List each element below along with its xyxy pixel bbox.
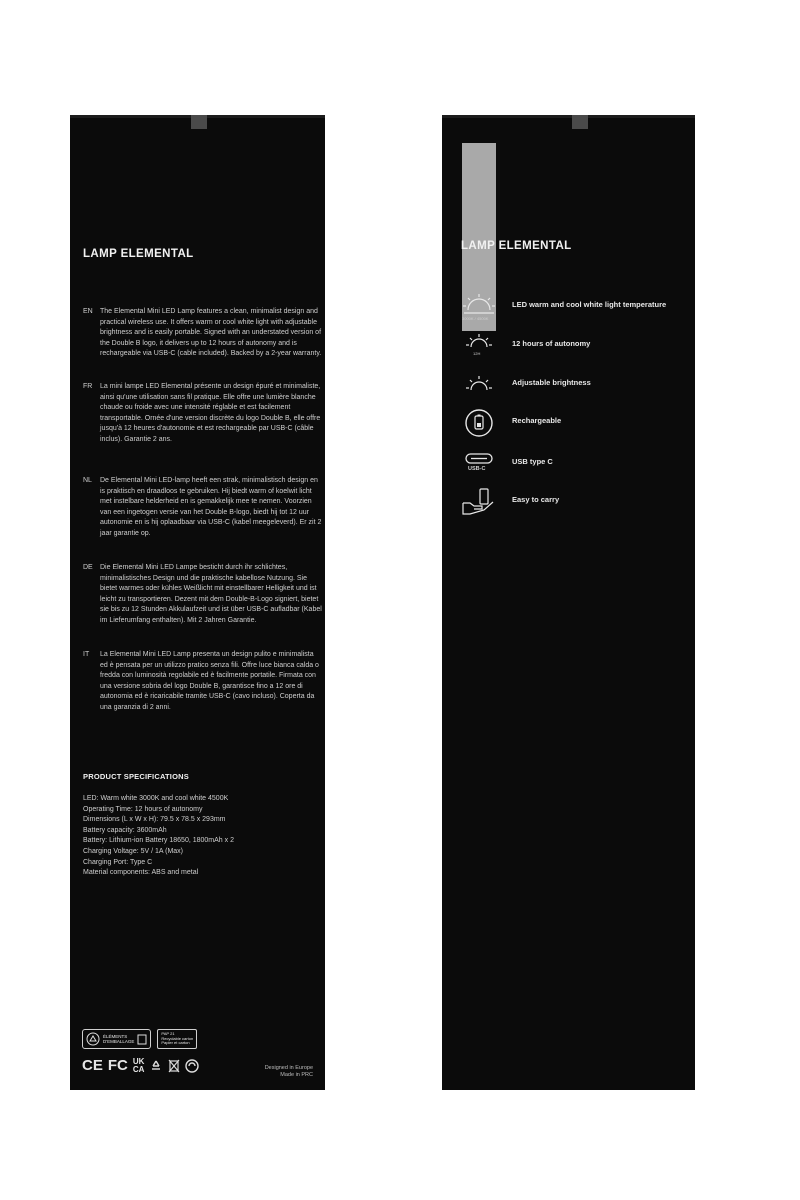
- triman-badge: [82, 1029, 151, 1049]
- ce-mark: CE: [82, 1057, 103, 1074]
- left-box-panel: [70, 115, 325, 1090]
- origin-text: [265, 1065, 313, 1079]
- spec-line: Charging Voltage: 5V / 1A (Max): [83, 847, 183, 855]
- paper-badge: [157, 1029, 197, 1049]
- feature-label: Adjustable brightness: [512, 378, 591, 387]
- box-title: LAMP ELEMENTAL: [83, 248, 194, 260]
- spec-line: Material components: ABS and metal: [83, 869, 199, 877]
- badge-text: ÉLÉMENTS: [103, 1034, 128, 1039]
- lang-text: La mini lampe LED Elemental présente un design épuré et minimaliste, ainsi qu'une utilisation sans fil pratique. Elle offre une lumière blanche chaude ou froide avec une intensité réglable et est facilement transportable. Ornée d'une version discrète du logo Double B, elle offre jusqu'à 12 heures d'autonomie et est rechargeable par USB-C (câble inclus). Garantie 2 ans.: [100, 383, 321, 443]
- icon-caption: 3000K / 4500K: [462, 316, 489, 321]
- hand-carry-icon: [460, 487, 498, 517]
- icon-caption: 12H: [473, 351, 481, 356]
- spec-line: LED: Warm white 3000K and cool white 4500K: [83, 795, 229, 802]
- top-edge: [442, 115, 695, 118]
- lang-code: FR: [83, 383, 93, 390]
- specs-list: [83, 794, 234, 879]
- right-box-panel: [442, 115, 695, 1090]
- badge-text: D'EMBALLAGE: [103, 1039, 135, 1044]
- ukca-top: UK: [132, 1056, 145, 1066]
- feature-row: [460, 370, 690, 400]
- spec-line: Battery: Lithium-ion Battery 18650, 1800mAh x 2: [83, 837, 234, 845]
- crossed-bin-icon: [168, 1058, 180, 1074]
- box-icon: [137, 1033, 147, 1045]
- top-tab: [191, 115, 207, 129]
- badge-text: Recyclable carton: [161, 1035, 194, 1041]
- recycle-icon: [149, 1059, 163, 1073]
- made-in: Made in PRC: [280, 1072, 313, 1078]
- sun-12h-icon: [460, 331, 498, 361]
- feature-row: [460, 487, 690, 517]
- usb-c-icon: [460, 449, 498, 479]
- lang-text: De Elemental Mini LED-lamp heeft een strak, minimalistisch design en is praktisch en draadloos te gebruiken. Hij biedt warm of koelwit licht met instelbare helderheid en is gemakkelijk mee te nemen. Voorzien van een ingetogen versie van het Double B-logo, biedt hij tot 12 uur autonomie en is hij oplaadbaar via USB-C (kabel meegeleverd). Er zit 2 jaar garantie op.: [100, 477, 322, 537]
- green-dot-icon: [185, 1059, 199, 1073]
- feature-label: LED warm and cool white light temperature: [512, 300, 667, 309]
- specs-title: PRODUCT SPECIFICATIONS: [83, 772, 189, 781]
- battery-circle-icon: [460, 408, 498, 438]
- certification-marks: [82, 1057, 199, 1074]
- badge-text: Papier et carton: [161, 1040, 190, 1046]
- designed-in: Designed in Europe: [264, 1065, 313, 1071]
- top-tab: [572, 115, 588, 129]
- lang-code: NL: [83, 477, 92, 484]
- ukca-bottom: CA: [132, 1064, 145, 1074]
- spec-line: Charging Port: Type C: [83, 858, 153, 866]
- feature-row: [460, 331, 690, 361]
- lang-text: Die Elemental Mini LED Lampe besticht durch ihr schlichtes, minimalistisches Design und die praktische kabellose Nutzung. Sie bietet warmes oder kühles Weißlicht mit einstellbarer Helligkeit und ist leicht zu transportieren. Dezent mit dem Double-B-Logo signiert, bietet sie bis zu 12 Stunden Akkulaufzeit und ist über USB-C aufladbar (Kabel im Lieferumfang enthalten). Mit 2 Jahren Garantie.: [100, 564, 322, 624]
- feature-row: [460, 449, 690, 479]
- triman-icon: [86, 1032, 100, 1046]
- ukca-mark: [133, 1058, 145, 1074]
- spec-line: Battery capacity: 3600mAh: [83, 826, 167, 834]
- lang-code: DE: [83, 564, 93, 571]
- lang-code: IT: [83, 651, 90, 658]
- feature-label: Easy to carry: [512, 495, 560, 504]
- feature-label: Rechargeable: [512, 416, 562, 425]
- fcc-mark: FC: [107, 1057, 128, 1074]
- spec-line: Operating Time: 12 hours of autonomy: [83, 805, 203, 813]
- feature-row: [460, 292, 690, 322]
- lang-text: The Elemental Mini LED Lamp features a clean, minimalist design and practical wireless use. It offers warm or cool white light with adjustable brightness and is easily portable. Signed with an understated version of the Double B logo, it delivers up to 12 hours of autonomy and is rechargeable via USB-C (cable included). Backed by a 2-year warranty.: [100, 308, 322, 358]
- box-title: LAMP ELEMENTAL: [461, 240, 572, 252]
- sun-brightness-icon: [460, 370, 498, 400]
- lang-code: EN: [83, 308, 93, 315]
- feature-label: 12 hours of autonomy: [512, 339, 591, 348]
- badge-text: PAP 21: [161, 1031, 175, 1037]
- feature-row: [460, 408, 690, 438]
- spec-line: Dimensions (L x W x H): 79.5 x 78.5 x 293mm: [83, 816, 226, 824]
- feature-label: USB type C: [512, 457, 553, 466]
- icon-caption: USB-C: [468, 466, 486, 472]
- recycling-badges: [82, 1029, 197, 1049]
- lang-text: La Elemental Mini LED Lamp presenta un design pulito e minimalista ed è pensata per un utilizzo pratico senza fili. Offre luce bianca calda o fredda con luminosità regolabile ed è facilmente portatile. Firmata con una versione sobria del logo Double B, garantisce fino a 12 ore di autonomia ed è ricaricabile tramite USB-C (cavo incluso). Coperta da una garanzia di 2 anni.: [100, 651, 319, 711]
